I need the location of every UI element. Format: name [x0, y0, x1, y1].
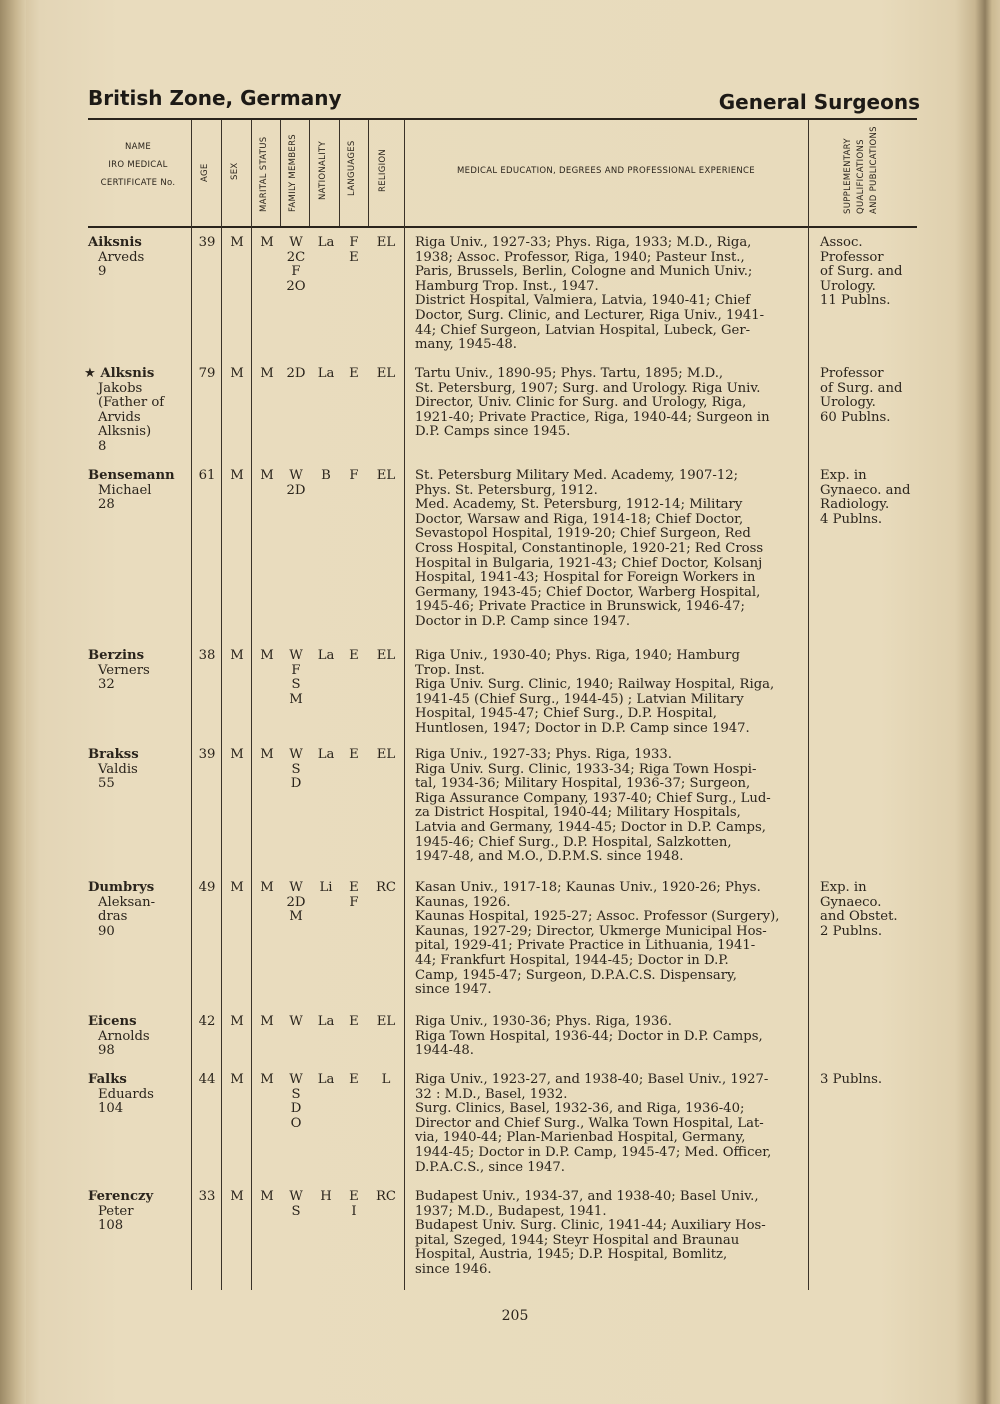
- header-sex: SEX: [230, 162, 240, 180]
- family-cell-line: 2C: [286, 249, 306, 265]
- supplementary-cell-line: 4 Publns.: [820, 511, 883, 527]
- header-name-line: CERTIFICATE No.: [100, 178, 176, 188]
- languages-cell: [340, 1015, 368, 1030]
- languages-cell-line: E: [349, 880, 359, 895]
- supplementary-cell: [820, 881, 920, 939]
- languages-cell: [340, 881, 368, 910]
- column-divider: [368, 120, 369, 226]
- family-cell: [282, 1015, 310, 1030]
- header-rule: [88, 226, 917, 228]
- deceased-star-icon: ★: [84, 366, 101, 381]
- name-cell: [88, 1015, 188, 1059]
- medical-cell-line: Kaunas, 1927-29; Director, Ukmerge Municipal Hos-: [415, 923, 767, 939]
- medical-cell-line: Hospital, 1941-43; Hospital for Foreign Workers in: [415, 570, 756, 586]
- name-line: (Father of: [98, 395, 165, 411]
- medical-cell-line: 1944-45; Doctor in D.P. Camp, 1945-47; Med. Officer,: [415, 1144, 772, 1160]
- marital-cell: M: [260, 1072, 274, 1087]
- section-title: British Zone, Germany: [88, 86, 342, 110]
- family-cell: [282, 649, 310, 707]
- medical-cell-line: Riga Univ., 1930-40; Phys. Riga, 1940; Hamburg: [415, 648, 740, 663]
- medical-cell-line: Camp, 1945-47; Surgeon, D.P.A.C.S. Dispensary,: [415, 967, 737, 983]
- medical-cell-line: pital, Szeged, 1944; Steyr Hospital and Braunau: [415, 1232, 740, 1248]
- sex-cell: M: [230, 1072, 244, 1087]
- medical-cell-line: Riga Univ. Surg. Clinic, 1933-34; Riga Town Hospi-: [415, 761, 757, 777]
- supplementary-cell-line: of Surg. and: [820, 380, 903, 396]
- family-cell-line: 2D: [286, 894, 306, 910]
- medical-cell-line: Kaunas Hospital, 1925-27; Assoc. Professor (Surgery),: [415, 909, 780, 925]
- age-cell: 38: [198, 648, 216, 663]
- name-line: 55: [98, 776, 115, 792]
- name-cell: [88, 469, 188, 513]
- medical-cell-line: Latvia and Germany, 1944-45; Doctor in D.P. Camps,: [415, 819, 766, 835]
- languages-cell-line: E: [349, 747, 359, 762]
- surname-text: Eicens: [88, 1014, 137, 1029]
- languages-cell: [340, 1190, 368, 1219]
- languages-cell-line: E: [349, 366, 359, 381]
- family-cell-line: S: [291, 1203, 301, 1219]
- medical-cell: [415, 649, 801, 737]
- surname: [88, 469, 188, 484]
- medical-cell-line: Director and Chief Surg., Walka Town Hospital, Lat-: [415, 1115, 764, 1131]
- name-line: Arveds: [98, 249, 145, 265]
- languages-cell: [340, 748, 368, 763]
- surname-text: Alksnis: [100, 366, 155, 381]
- family-cell-line: W: [289, 648, 303, 663]
- name-line: Arnolds: [98, 1028, 150, 1044]
- medical-cell: [415, 1073, 801, 1175]
- medical-cell-line: many, 1945-48.: [415, 337, 517, 353]
- name-line: 8: [98, 438, 107, 454]
- marital-cell: M: [260, 880, 274, 895]
- medical-cell-line: D.P.A.C.S., since 1947.: [415, 1159, 565, 1175]
- supplementary-cell-line: Urology.: [820, 395, 876, 411]
- surname: [88, 881, 188, 896]
- medical-cell-line: Riga Univ. Surg. Clinic, 1940; Railway Hospital, Riga,: [415, 677, 775, 693]
- medical-cell-line: St. Petersburg, 1907; Surg. and Urology. Riga Univ.: [415, 380, 761, 396]
- name-line: Aleksan-: [98, 894, 156, 910]
- medical-cell-line: Huntlosen, 1947; Doctor in D.P. Camp since 1947.: [415, 720, 750, 736]
- supplementary-cell: [820, 236, 920, 309]
- header-name-line: NAME: [124, 142, 152, 152]
- name-line: 104: [98, 1101, 124, 1117]
- marital-cell: M: [260, 1189, 274, 1204]
- religion-cell: L: [381, 1072, 391, 1087]
- medical-cell: [415, 367, 801, 440]
- medical-cell-line: pital, 1929-41; Private Practice in Lithuania, 1941-: [415, 938, 756, 954]
- nationality-cell: B: [321, 468, 331, 483]
- languages-cell-line: E: [349, 1072, 359, 1087]
- column-divider: [221, 120, 222, 1290]
- supplementary-cell: [820, 367, 920, 425]
- surname-text: Falks: [88, 1072, 127, 1087]
- medical-cell-line: since 1946.: [415, 1261, 492, 1277]
- header-medical-education: MEDICAL EDUCATION, DEGREES AND PROFESSIONAL EXPERIENCE: [457, 166, 755, 176]
- supplementary-cell-line: Exp. in: [820, 880, 867, 895]
- page-number: 205: [501, 1308, 529, 1324]
- medical-cell-line: Surg. Clinics, Basel, 1932-36, and Riga, 1936-40;: [415, 1101, 745, 1117]
- family-cell-line: M: [289, 909, 303, 925]
- age-cell: 49: [198, 880, 216, 895]
- supplementary-cell: [820, 469, 920, 527]
- medical-cell-line: via, 1940-44; Plan-Marienbad Hospital, Germany,: [415, 1130, 746, 1146]
- medical-cell-line: Riga Univ., 1923-27, and 1938-40; Basel Univ., 1927-: [415, 1072, 769, 1087]
- marital-cell: M: [260, 1014, 274, 1029]
- column-divider: [191, 120, 192, 1290]
- name-line: Michael: [98, 482, 152, 498]
- supplementary-cell-line: Professor: [820, 249, 884, 265]
- medical-cell-line: 32 : M.D., Basel, 1932.: [415, 1086, 568, 1102]
- medical-cell-line: Riga Univ., 1927-33; Phys. Riga, 1933; M.D., Riga,: [415, 235, 752, 250]
- family-cell-line: S: [291, 1086, 301, 1102]
- medical-cell-line: D.P. Camps since 1945.: [415, 424, 571, 440]
- medical-cell-line: St. Petersburg Military Med. Academy, 1907-12;: [415, 468, 739, 483]
- religion-cell: EL: [376, 1014, 396, 1029]
- family-cell-line: W: [289, 468, 303, 483]
- header-supp-line: QUALIFICATIONS: [856, 139, 866, 214]
- marital-cell: M: [260, 648, 274, 663]
- religion-cell: EL: [376, 747, 396, 762]
- religion-cell: EL: [376, 235, 396, 250]
- supplementary-cell-line: 60 Publns.: [820, 409, 891, 425]
- medical-cell-line: 1944-48.: [415, 1043, 474, 1059]
- column-divider: [251, 120, 252, 1290]
- name-line: 9: [98, 264, 107, 280]
- surname: [88, 649, 188, 664]
- column-divider: [808, 120, 809, 1290]
- supplementary-cell-line: of Surg. and: [820, 264, 903, 280]
- medical-cell-line: Phys. St. Petersburg, 1912.: [415, 482, 598, 498]
- family-cell: [282, 1073, 310, 1131]
- medical-cell-line: District Hospital, Valmiera, Latvia, 1940-41; Chief: [415, 293, 751, 309]
- family-cell: [282, 469, 310, 498]
- name-line: 98: [98, 1043, 115, 1059]
- name-line: Verners: [98, 662, 150, 678]
- medical-cell-line: Doctor in D.P. Camp since 1947.: [415, 613, 631, 629]
- sex-cell: M: [230, 648, 244, 663]
- header-name: [88, 138, 188, 192]
- languages-cell-line: E: [349, 1014, 359, 1029]
- supplementary-cell-line: 2 Publns.: [820, 923, 883, 939]
- medical-cell-line: Hospital, 1945-47; Chief Surg., D.P. Hospital,: [415, 706, 717, 722]
- name-line: 32: [98, 677, 115, 693]
- medical-cell: [415, 748, 801, 865]
- family-cell-line: O: [290, 1115, 302, 1131]
- family-cell-line: W: [289, 880, 303, 895]
- supplementary-cell-line: Assoc.: [820, 235, 863, 250]
- family-cell-line: W: [289, 1014, 303, 1029]
- name-cell: [88, 236, 188, 280]
- sex-cell: M: [230, 1189, 244, 1204]
- nationality-cell: La: [317, 1072, 335, 1087]
- surname: [88, 748, 188, 763]
- family-cell-line: W: [289, 235, 303, 250]
- family-cell: [282, 748, 310, 792]
- medical-cell-line: Cross Hospital, Constantinople, 1920-21; Red Cross: [415, 540, 764, 556]
- age-cell: 39: [198, 747, 216, 762]
- nationality-cell: La: [317, 235, 335, 250]
- column-divider: [339, 120, 340, 226]
- supplementary-cell-line: and Obstet.: [820, 909, 898, 925]
- languages-cell: [340, 469, 368, 484]
- medical-cell-line: 1945-46; Private Practice in Brunswick, 1946-47;: [415, 599, 745, 615]
- surname-text: Brakss: [88, 747, 139, 762]
- family-cell-line: S: [291, 761, 301, 777]
- surname: [88, 1190, 188, 1205]
- nationality-cell: La: [317, 366, 335, 381]
- age-cell: 79: [198, 366, 216, 381]
- surname-text: Ferenczy: [88, 1189, 154, 1204]
- age-cell: 44: [198, 1072, 216, 1087]
- languages-cell: [340, 1073, 368, 1088]
- category-title: General Surgeons: [718, 90, 920, 114]
- age-cell: 39: [198, 235, 216, 250]
- header-nationality: NATIONALITY: [318, 140, 328, 200]
- medical-cell-line: Budapest Univ. Surg. Clinic, 1941-44; Auxiliary Hos-: [415, 1218, 766, 1234]
- header-religion: RELIGION: [378, 148, 388, 192]
- sex-cell: M: [230, 747, 244, 762]
- name-line: Eduards: [98, 1086, 154, 1102]
- header-family-members: FAMILY MEMBERS: [288, 133, 298, 212]
- surname-text: Bensemann: [88, 468, 175, 483]
- name-line: 90: [98, 923, 115, 939]
- languages-cell-line: E: [349, 249, 359, 265]
- family-cell: [282, 1190, 310, 1219]
- medical-cell: [415, 236, 801, 353]
- nationality-cell: La: [317, 747, 335, 762]
- family-cell-line: W: [289, 1189, 303, 1204]
- sex-cell: M: [230, 468, 244, 483]
- medical-cell-line: za District Hospital, 1940-44; Military Hospitals,: [415, 805, 741, 821]
- religion-cell: EL: [376, 648, 396, 663]
- medical-cell-line: Hospital, Austria, 1945; D.P. Hospital, Bomlitz,: [415, 1247, 728, 1263]
- name-line: Valdis: [98, 761, 138, 777]
- medical-cell: [415, 469, 801, 630]
- languages-cell: [340, 367, 368, 382]
- languages-cell-line: E: [349, 1189, 359, 1204]
- header-supplementary: [842, 126, 881, 214]
- supplementary-cell-line: Exp. in: [820, 468, 867, 483]
- sex-cell: M: [230, 1014, 244, 1029]
- header-name-line: IRO MEDICAL: [108, 160, 168, 170]
- name-line: Arvids: [98, 409, 141, 425]
- name-line: 108: [98, 1218, 124, 1234]
- family-cell-line: 2D: [286, 366, 306, 381]
- medical-cell-line: Riga Assurance Company, 1937-40; Chief Surg., Lud-: [415, 790, 771, 806]
- supplementary-cell-line: Gynaeco.: [820, 894, 882, 910]
- family-cell: [282, 881, 310, 925]
- family-cell-line: M: [289, 691, 303, 707]
- age-cell: 33: [198, 1189, 216, 1204]
- column-divider: [404, 120, 405, 1290]
- nationality-cell: H: [320, 1189, 332, 1204]
- family-cell-line: F: [291, 662, 301, 678]
- column-divider: [309, 120, 310, 226]
- header-supp-line: AND PUBLICATIONS: [869, 126, 879, 214]
- medical-cell: [415, 1015, 801, 1059]
- name-line: dras: [98, 909, 128, 925]
- name-line: 28: [98, 497, 115, 513]
- sex-cell: M: [230, 235, 244, 250]
- languages-cell-line: I: [351, 1203, 357, 1219]
- name-cell: [88, 649, 188, 693]
- surname: [88, 1073, 188, 1088]
- header-age: AGE: [200, 163, 210, 182]
- religion-cell: EL: [376, 366, 396, 381]
- medical-cell: [415, 881, 801, 998]
- medical-cell-line: 1938; Assoc. Professor, Riga, 1940; Pasteur Inst.,: [415, 249, 745, 265]
- name-line: Jakobs: [98, 380, 143, 396]
- medical-cell-line: Doctor, Warsaw and Riga, 1914-18; Chief Doctor,: [415, 511, 744, 527]
- name-line: Alksnis): [98, 424, 152, 440]
- family-cell: [282, 236, 310, 294]
- medical-cell-line: Riga Univ., 1930-36; Phys. Riga, 1936.: [415, 1014, 672, 1029]
- medical-cell-line: since 1947.: [415, 982, 492, 998]
- name-cell: [88, 1190, 188, 1234]
- surname-text: Aiksnis: [88, 235, 142, 250]
- nationality-cell: La: [317, 648, 335, 663]
- family-cell-line: D: [290, 1101, 302, 1117]
- marital-cell: M: [260, 366, 274, 381]
- medical-cell-line: Trop. Inst.: [415, 662, 485, 678]
- header-languages: LANGUAGES: [347, 140, 357, 196]
- name-cell: [84, 366, 188, 455]
- marital-cell: M: [260, 468, 274, 483]
- medical-cell-line: Kasan Univ., 1917-18; Kaunas Univ., 1920-26; Phys.: [415, 880, 761, 895]
- surname-text: Dumbrys: [88, 880, 155, 895]
- supplementary-cell-line: 11 Publns.: [820, 293, 891, 309]
- surname: [88, 236, 188, 251]
- religion-cell: RC: [375, 880, 397, 895]
- languages-cell-line: F: [349, 894, 359, 910]
- medical-cell-line: Med. Academy, St. Petersburg, 1912-14; Military: [415, 497, 743, 513]
- marital-cell: M: [260, 747, 274, 762]
- medical-cell-line: Hamburg Trop. Inst., 1947.: [415, 278, 599, 294]
- medical-cell-line: Sevastopol Hospital, 1919-20; Chief Surgeon, Red: [415, 526, 751, 542]
- family-cell-line: F: [291, 264, 301, 280]
- family-cell-line: W: [289, 747, 303, 762]
- medical-cell-line: 1945-46; Chief Surg., D.P. Hospital, Salzkotten,: [415, 834, 732, 850]
- religion-cell: RC: [375, 1189, 397, 1204]
- header-supp-line: SUPPLEMENTARY: [843, 138, 853, 214]
- header-marital-status: MARITAL STATUS: [259, 136, 269, 212]
- languages-cell-line: F: [349, 235, 359, 250]
- name-cell: [88, 1073, 188, 1117]
- book-spine: [0, 0, 26, 1404]
- medical-cell-line: Budapest Univ., 1934-37, and 1938-40; Basel Univ.,: [415, 1189, 759, 1204]
- medical-cell-line: 1947-48, and M.O., D.P.M.S. since 1948.: [415, 849, 684, 865]
- supplementary-cell-line: Gynaeco. and: [820, 482, 911, 498]
- languages-cell: [340, 236, 368, 265]
- medical-cell-line: 1937; M.D., Budapest, 1941.: [415, 1203, 607, 1219]
- supplementary-cell-line: 3 Publns.: [820, 1072, 883, 1087]
- family-cell-line: W: [289, 1072, 303, 1087]
- languages-cell-line: F: [349, 468, 359, 483]
- marital-cell: M: [260, 235, 274, 250]
- medical-cell-line: Tartu Univ., 1890-95; Phys. Tartu, 1895; M.D.,: [415, 366, 724, 381]
- surname: [88, 1015, 188, 1030]
- sex-cell: M: [230, 366, 244, 381]
- medical-cell-line: 1921-40; Private Practice, Riga, 1940-44; Surgeon in: [415, 409, 770, 425]
- family-cell: [282, 367, 310, 382]
- supplementary-cell-line: Radiology.: [820, 497, 890, 513]
- name-cell: [88, 881, 188, 939]
- surname-text: Berzins: [88, 648, 144, 663]
- age-cell: 42: [198, 1014, 216, 1029]
- medical-cell: [415, 1190, 801, 1278]
- medical-cell-line: Riga Town Hospital, 1936-44; Doctor in D.P. Camps,: [415, 1028, 763, 1044]
- medical-cell-line: 44; Chief Surgeon, Latvian Hospital, Lubeck, Ger-: [415, 322, 751, 338]
- medical-cell-line: 44; Frankfurt Hospital, 1944-45; Doctor in D.P.: [415, 952, 729, 968]
- medical-cell-line: Paris, Brussels, Berlin, Cologne and Munich Univ.;: [415, 264, 753, 280]
- age-cell: 61: [198, 468, 216, 483]
- family-cell-line: 2O: [286, 278, 306, 294]
- medical-cell-line: Germany, 1943-45; Chief Doctor, Warberg Hospital,: [415, 584, 761, 600]
- medical-cell-line: Riga Univ., 1927-33; Phys. Riga, 1933.: [415, 747, 672, 762]
- surname: [84, 367, 188, 382]
- medical-cell-line: Kaunas, 1926.: [415, 894, 511, 910]
- supplementary-cell-line: Urology.: [820, 278, 876, 294]
- supplementary-cell: [820, 1073, 920, 1088]
- column-divider: [280, 120, 281, 226]
- medical-cell-line: 1941-45 (Chief Surg., 1944-45) ; Latvian Military: [415, 691, 744, 707]
- religion-cell: EL: [376, 468, 396, 483]
- supplementary-cell-line: Professor: [820, 366, 884, 381]
- medical-cell-line: Hospital in Bulgaria, 1921-43; Chief Doctor, Kolsanj: [415, 555, 763, 571]
- medical-cell-line: Director, Univ. Clinic for Surg. and Urology, Riga,: [415, 395, 747, 411]
- medical-cell-line: Doctor, Surg. Clinic, and Lecturer, Riga Univ., 1941-: [415, 307, 765, 323]
- languages-cell-line: E: [349, 648, 359, 663]
- top-rule: [88, 118, 917, 120]
- medical-cell-line: tal, 1934-36; Military Hospital, 1936-37; Surgeon,: [415, 776, 751, 792]
- family-cell-line: D: [290, 776, 302, 792]
- name-line: Peter: [98, 1203, 134, 1219]
- sex-cell: M: [230, 880, 244, 895]
- family-cell-line: S: [291, 677, 301, 693]
- nationality-cell: La: [317, 1014, 335, 1029]
- family-cell-line: 2D: [286, 482, 306, 498]
- nationality-cell: Li: [319, 880, 333, 895]
- languages-cell: [340, 649, 368, 664]
- name-cell: [88, 748, 188, 792]
